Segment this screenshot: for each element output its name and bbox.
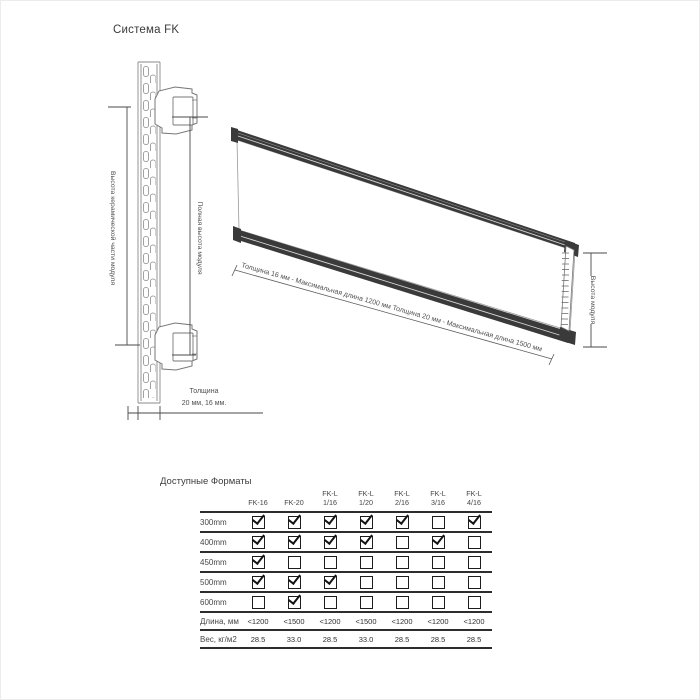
column-header-fkl-1-20: FK-L 1/20 bbox=[358, 489, 374, 507]
format-checkbox[interactable] bbox=[252, 576, 265, 589]
row-label: Длина, мм bbox=[200, 616, 239, 626]
check-icon bbox=[251, 551, 264, 564]
rail-slot-holes bbox=[143, 66, 156, 398]
header-row bbox=[200, 490, 492, 512]
format-checkbox[interactable] bbox=[324, 576, 337, 589]
format-checkbox[interactable] bbox=[324, 536, 337, 549]
format-checkbox[interactable] bbox=[396, 516, 409, 529]
formats-table bbox=[200, 490, 492, 649]
weight-value: 28.5 bbox=[466, 634, 482, 644]
panel-diagram bbox=[225, 100, 655, 370]
length-value: <1200 bbox=[391, 616, 413, 626]
weight-value: 28.5 bbox=[430, 634, 446, 644]
check-icon bbox=[395, 511, 408, 524]
check-icon bbox=[287, 511, 300, 524]
dim-thickness bbox=[128, 406, 263, 420]
format-checkbox[interactable] bbox=[432, 596, 445, 609]
row-label: 300mm bbox=[200, 517, 227, 527]
format-checkbox[interactable] bbox=[252, 556, 265, 569]
check-icon bbox=[251, 531, 264, 544]
format-checkbox[interactable] bbox=[288, 516, 301, 529]
weight-value: 33.0 bbox=[358, 634, 374, 644]
format-checkbox[interactable] bbox=[324, 516, 337, 529]
page-title: Система FK bbox=[113, 24, 180, 36]
format-checkbox[interactable] bbox=[468, 516, 481, 529]
format-checkbox[interactable] bbox=[396, 556, 409, 569]
format-row-600mm bbox=[200, 592, 492, 612]
format-checkbox[interactable] bbox=[252, 536, 265, 549]
check-icon bbox=[287, 591, 300, 604]
check-icon bbox=[251, 571, 264, 584]
column-header-fkl-3-16: FK-L 3/16 bbox=[430, 489, 446, 507]
column-header-fkl-1-16: FK-L 1/16 bbox=[322, 489, 338, 507]
weight-value: 28.5 bbox=[322, 634, 338, 644]
weight-row bbox=[200, 630, 492, 648]
thickness-values: 20 мм, 16 мм. bbox=[181, 400, 227, 407]
module-height-label: Высота модуля bbox=[589, 275, 596, 325]
row-label: 500mm bbox=[200, 577, 227, 587]
format-row-400mm bbox=[200, 532, 492, 552]
length-value: <1200 bbox=[427, 616, 449, 626]
format-checkbox[interactable] bbox=[360, 576, 373, 589]
format-checkbox[interactable] bbox=[324, 556, 337, 569]
check-icon bbox=[359, 511, 372, 524]
check-icon bbox=[251, 511, 264, 524]
column-header-fk20: FK-20 bbox=[284, 497, 304, 507]
format-checkbox[interactable] bbox=[468, 596, 481, 609]
format-checkbox[interactable] bbox=[288, 576, 301, 589]
check-icon bbox=[323, 531, 336, 544]
formats-heading: Доступные Форматы bbox=[160, 476, 252, 487]
rail-end-cap bbox=[231, 127, 238, 143]
format-checkbox[interactable] bbox=[252, 516, 265, 529]
row-label: 450mm bbox=[200, 557, 227, 567]
length-value: <1500 bbox=[283, 616, 305, 626]
format-checkbox[interactable] bbox=[432, 556, 445, 569]
row-label: 600mm bbox=[200, 597, 227, 607]
weight-value: 28.5 bbox=[394, 634, 410, 644]
column-header-fkl-4-16: FK-L 4/16 bbox=[466, 489, 482, 507]
column-header-fkl-2-16: FK-L 2/16 bbox=[394, 489, 410, 507]
check-icon bbox=[323, 511, 336, 524]
format-checkbox[interactable] bbox=[432, 516, 445, 529]
panel-face bbox=[237, 140, 575, 331]
format-checkbox[interactable] bbox=[468, 576, 481, 589]
row-label: Вес, кг/м2 bbox=[200, 634, 237, 644]
format-checkbox[interactable] bbox=[288, 556, 301, 569]
length-value: <1200 bbox=[247, 616, 269, 626]
format-row-450mm bbox=[200, 552, 492, 572]
format-checkbox[interactable] bbox=[432, 576, 445, 589]
length-value: <1200 bbox=[463, 616, 485, 626]
column-header-fk16: FK-16 bbox=[248, 497, 268, 507]
check-icon bbox=[287, 571, 300, 584]
format-checkbox[interactable] bbox=[468, 536, 481, 549]
format-checkbox[interactable] bbox=[360, 536, 373, 549]
format-checkbox[interactable] bbox=[360, 556, 373, 569]
thickness-label: Толщина bbox=[189, 388, 219, 395]
row-label: 400mm bbox=[200, 537, 227, 547]
length-value: <1200 bbox=[319, 616, 341, 626]
length-value: <1500 bbox=[355, 616, 377, 626]
format-checkbox[interactable] bbox=[396, 596, 409, 609]
format-row-500mm bbox=[200, 572, 492, 592]
panel-clip-top bbox=[155, 87, 197, 134]
format-checkbox[interactable] bbox=[432, 536, 445, 549]
check-icon bbox=[359, 531, 372, 544]
format-checkbox[interactable] bbox=[324, 596, 337, 609]
format-checkbox[interactable] bbox=[360, 596, 373, 609]
format-checkbox[interactable] bbox=[288, 596, 301, 609]
check-icon bbox=[431, 531, 444, 544]
check-icon bbox=[287, 531, 300, 544]
weight-value: 28.5 bbox=[250, 634, 266, 644]
format-checkbox[interactable] bbox=[360, 516, 373, 529]
format-checkbox[interactable] bbox=[252, 596, 265, 609]
check-icon bbox=[467, 511, 480, 524]
full-height-label: Полная высота модуля bbox=[196, 201, 203, 275]
length-row bbox=[200, 612, 492, 630]
format-checkbox[interactable] bbox=[468, 556, 481, 569]
format-checkbox[interactable] bbox=[396, 576, 409, 589]
ceramic-height-label: Высота керамической части модуля bbox=[109, 170, 116, 286]
max-length-note: Толщина 16 мм - Максимальная длина 1200 мм Толщина 20 мм - Максимальная длина 1500 мм bbox=[240, 262, 545, 354]
weight-value: 33.0 bbox=[286, 634, 302, 644]
format-checkbox[interactable] bbox=[396, 536, 409, 549]
format-row-300mm bbox=[200, 512, 492, 532]
format-checkbox[interactable] bbox=[288, 536, 301, 549]
check-icon bbox=[323, 571, 336, 584]
corner-cell bbox=[200, 490, 240, 512]
rail-end-cap bbox=[233, 226, 241, 243]
panel-clip-bottom bbox=[155, 323, 197, 370]
